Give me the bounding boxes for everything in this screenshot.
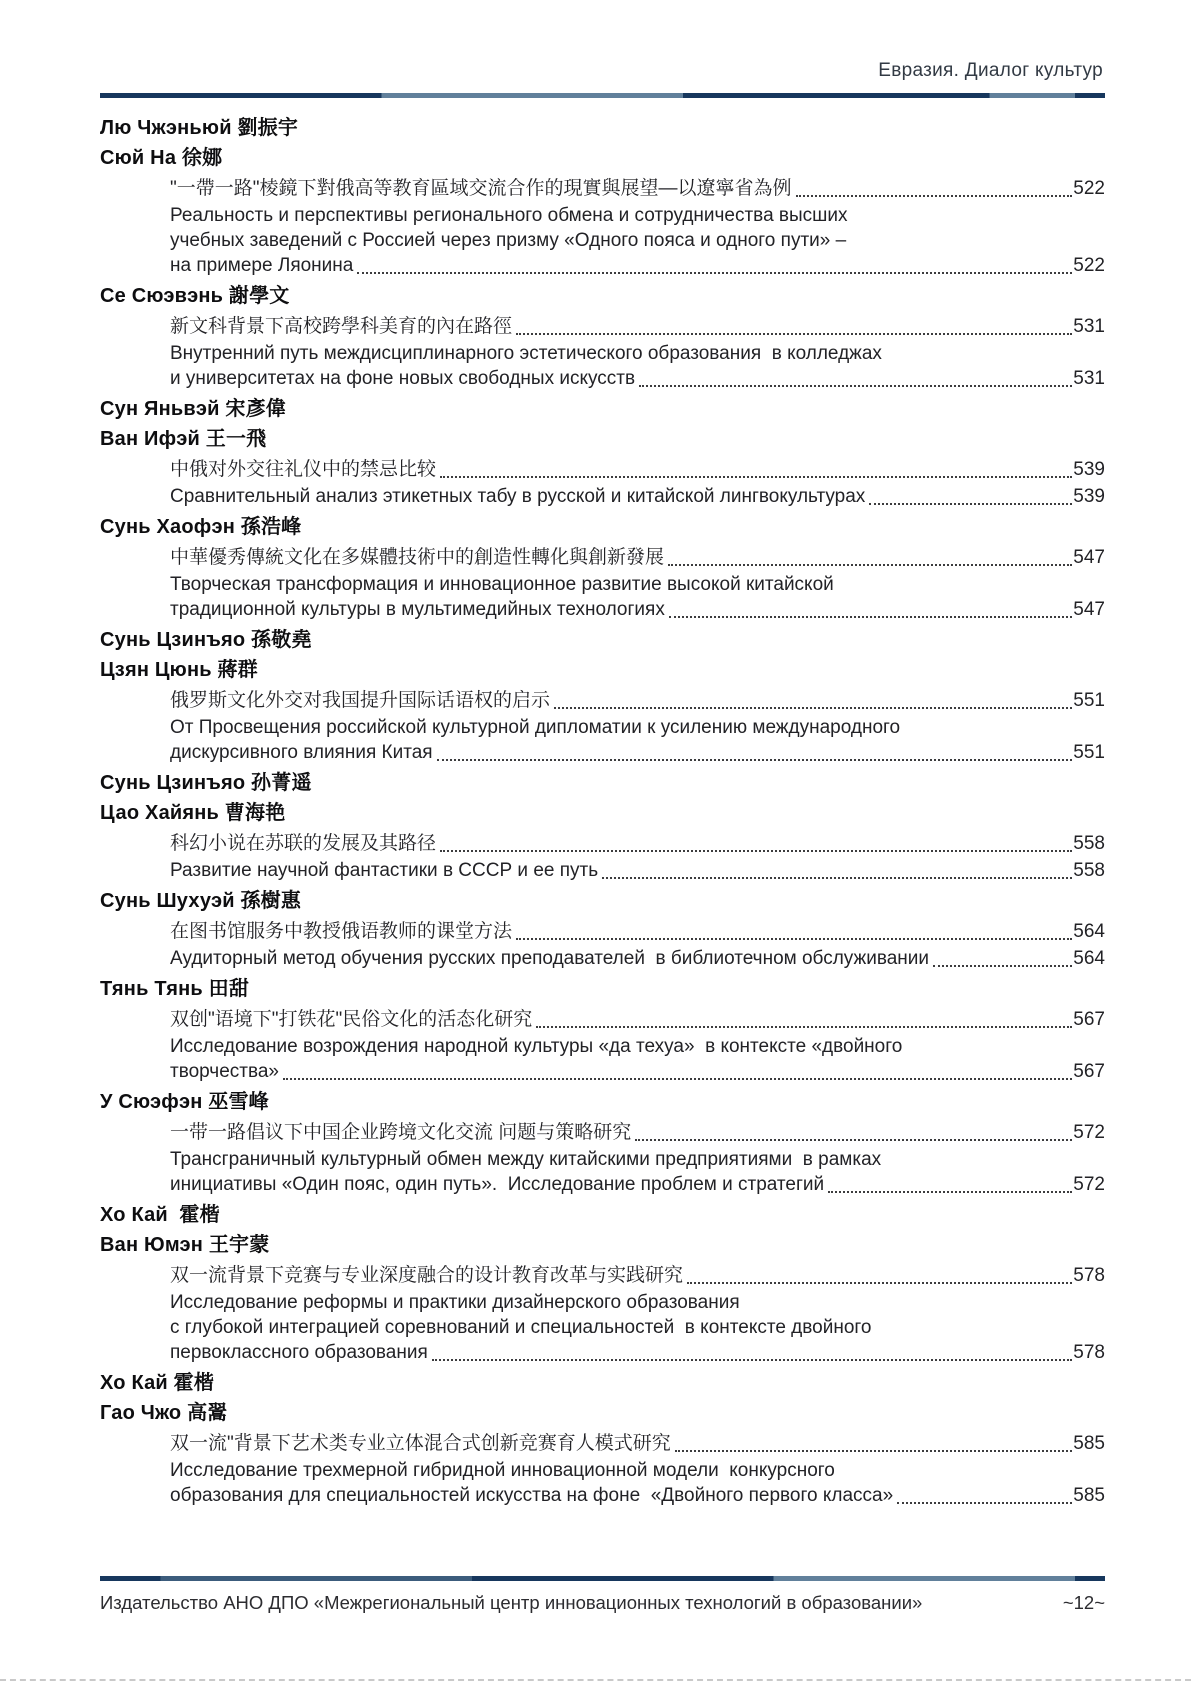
dot-leader	[283, 1078, 1072, 1080]
header-rule	[100, 93, 1105, 98]
toc-page-number: 564	[1073, 921, 1105, 942]
footer-rule	[100, 1576, 1105, 1581]
toc-author-row: Хо Кай 霍楷	[100, 1204, 220, 1226]
dot-leader	[516, 333, 1072, 335]
toc-entry-text: с глубокой интеграцией соревнований и специальностей в контексте двойного	[170, 1317, 872, 1338]
toc-author-row: Гао Чжо 高翯	[100, 1402, 228, 1424]
toc-entry	[170, 1120, 1105, 1145]
dot-leader	[796, 195, 1073, 197]
toc-page-number: 567	[1073, 1009, 1105, 1030]
toc-page-number: 585	[1073, 1485, 1105, 1506]
toc-entry-text: 新文科背景下高校跨學科美育的內在路徑	[170, 316, 513, 337]
toc-entry-line	[170, 457, 1105, 482]
toc-entry-line	[170, 545, 1105, 570]
toc-entry-line	[170, 1483, 1105, 1508]
toc-author-row: Сун Яньвэй 宋彥偉	[100, 398, 286, 420]
dot-leader	[897, 1502, 1072, 1504]
toc-entry-line	[170, 1431, 1105, 1456]
dot-leader	[675, 1450, 1073, 1452]
toc-entry	[170, 457, 1105, 482]
toc-entry-text: Сравнительный анализ этикетных табу в русской и китайской лингвокультурах	[170, 486, 866, 507]
toc-page-number: 531	[1073, 316, 1105, 337]
toc-entry-text: 俄罗斯文化外交对我国提升国际话语权的启示	[170, 690, 551, 711]
toc-entry-text: первоклассного образования	[170, 1342, 428, 1363]
toc-entry-line	[170, 1147, 1105, 1172]
dot-leader	[668, 564, 1072, 566]
toc-entry-line	[170, 740, 1105, 765]
dot-leader	[440, 850, 1072, 852]
toc-author-row: Сюй На 徐娜	[100, 147, 223, 169]
toc-page-number: 547	[1073, 547, 1105, 568]
toc-page-number: 585	[1073, 1433, 1105, 1454]
toc-entry-line	[170, 919, 1105, 944]
toc-entry-text: 在图书馆服务中教授俄语教师的课堂方法	[170, 921, 513, 942]
toc-entry-text: и университетах на фоне новых свободных искусств	[170, 368, 636, 389]
dot-leader	[536, 1026, 1072, 1028]
toc-entry-text: творчества»	[170, 1061, 279, 1082]
toc-entry	[170, 858, 1105, 883]
toc-page-number: 551	[1073, 742, 1105, 763]
toc-entry	[170, 1431, 1105, 1456]
toc-page-number: 564	[1073, 948, 1105, 969]
toc-page-number: 558	[1073, 833, 1105, 854]
toc-entry	[170, 572, 1105, 622]
dot-leader	[687, 1282, 1072, 1284]
toc-author-row: Се Сюэвэнь 謝學文	[100, 285, 290, 307]
toc-entry-text: От Просвещения российской культурной дипломатии к усилению международного	[170, 717, 901, 738]
toc-entry-line	[170, 572, 1105, 597]
toc-entry	[170, 341, 1105, 391]
toc-entry-text: традиционной культуры в мультимедийных технологиях	[170, 599, 665, 620]
toc-entry-line	[170, 597, 1105, 622]
toc-entry-line	[170, 688, 1105, 713]
toc-entry	[170, 545, 1105, 570]
toc-author-row: Хо Кай 霍楷	[100, 1372, 215, 1394]
toc-author-row: Сунь Хаофэн 孫浩峰	[100, 516, 302, 538]
dot-leader	[440, 476, 1072, 478]
toc-entry-text: 中俄对外交往礼仪中的禁忌比较	[170, 459, 437, 480]
toc-author-row: Ван Ифэй 王一飛	[100, 428, 267, 450]
toc-author-row: Сунь Шухуэй 孫樹惠	[100, 890, 302, 912]
toc-entry-line	[170, 228, 1105, 253]
dot-leader	[437, 759, 1073, 761]
toc-entry	[170, 919, 1105, 944]
toc-entry	[170, 1007, 1105, 1032]
toc-entry-text: Развитие научной фантастики в СССР и ее путь	[170, 860, 599, 881]
toc-entry-text: Исследование реформы и практики дизайнерского образования	[170, 1292, 740, 1313]
dot-leader	[635, 1139, 1072, 1141]
toc-page-number: 539	[1073, 486, 1105, 507]
toc-entry-text: 中華優秀傳統文化在多媒體技術中的創造性轉化與創新發展	[170, 547, 665, 568]
dot-leader	[869, 503, 1072, 505]
page-number: ~12~	[1062, 1592, 1105, 1613]
toc-entry-text: 双一流"背景下艺术类专业立体混合式创新竞赛育人模式研究	[170, 1433, 671, 1454]
toc-entry-line	[170, 366, 1105, 391]
running-head-title: Евразия. Диалог культур	[878, 60, 1103, 81]
dot-leader	[516, 938, 1072, 940]
toc-entry-line	[170, 1059, 1105, 1084]
toc-entry-text: 双创"语境下"打铁花"民俗文化的活态化研究	[170, 1009, 533, 1030]
toc-entry-text: дискурсивного влияния Китая	[170, 742, 433, 763]
running-head	[878, 60, 1103, 82]
toc-entry	[170, 688, 1105, 713]
toc-page-number: 539	[1073, 459, 1105, 480]
dot-leader	[432, 1359, 1073, 1361]
toc-entry-line	[170, 1034, 1105, 1059]
toc-author-row: Ван Юмэн 王宇蒙	[100, 1234, 270, 1256]
toc-page-number: 572	[1073, 1122, 1105, 1143]
toc-entry-line	[170, 831, 1105, 856]
toc-entry-line	[170, 1315, 1105, 1340]
toc-entry-line	[170, 1340, 1105, 1365]
toc-entry-line	[170, 1263, 1105, 1288]
publisher-imprint: Издательство АНО ДПО «Межрегиональный центр инновационных технологий в образовании»	[100, 1592, 923, 1613]
toc-page-number: 578	[1073, 1342, 1105, 1363]
table-of-contents	[100, 110, 1105, 1510]
toc-entry-text: 双一流背景下竞赛与专业深度融合的设计教育改革与实践研究	[170, 1265, 684, 1286]
toc-entry-line	[170, 1120, 1105, 1145]
page-footer	[100, 1592, 1105, 1614]
toc-author-row: Цзян Цюнь 蔣群	[100, 659, 258, 681]
toc-entry-text: "一帶一路"棱鏡下對俄高等教育區域交流合作的現實與展望—以遼寧省為例	[170, 178, 792, 199]
toc-author-row: У Сюэфэн 巫雪峰	[100, 1091, 269, 1113]
toc-entry	[170, 314, 1105, 339]
toc-entry-line	[170, 203, 1105, 228]
toc-entry	[170, 715, 1105, 765]
toc-entry	[170, 484, 1105, 509]
dot-leader	[933, 965, 1072, 967]
toc-entry	[170, 176, 1105, 201]
toc-entry-text: Исследование возрождения народной культуры «да техуа» в контексте «двойного	[170, 1036, 903, 1057]
toc-entry-line	[170, 1172, 1105, 1197]
toc-entry-text: Внутренний путь междисциплинарного эстетического образования в колледжах	[170, 343, 882, 364]
toc-entry-text: учебных заведений с Россией через призму «Одного пояса и одного пути» –	[170, 230, 847, 251]
toc-entry-text: образования для специальностей искусства на фоне «Двойного первого класса»	[170, 1485, 894, 1506]
toc-entry-text: 一带一路倡议下中国企业跨境文化交流 问题与策略研究	[170, 1122, 632, 1143]
toc-entry	[170, 203, 1105, 278]
toc-entry-line	[170, 341, 1105, 366]
toc-entry	[170, 1147, 1105, 1197]
dot-leader	[639, 385, 1072, 387]
toc-entry-text: Аудиторный метод обучения русских преподавателей в библиотечном обслуживании	[170, 948, 929, 969]
toc-page-number: 558	[1073, 860, 1105, 881]
dot-leader	[357, 272, 1072, 274]
dot-leader	[602, 877, 1072, 879]
toc-entry	[170, 1458, 1105, 1508]
toc-entry-text: Реальность и перспективы регионального обмена и сотрудничества высших	[170, 205, 848, 226]
bottom-edge-dashed-line	[0, 1679, 1191, 1681]
toc-entry-text: 科幻小说在苏联的发展及其路径	[170, 833, 437, 854]
toc-entry-line	[170, 314, 1105, 339]
toc-page-number: 578	[1073, 1265, 1105, 1286]
toc-author-row: Сунь Цзинъяо 孫敬堯	[100, 629, 312, 651]
toc-entry-text: Творческая трансформация и инновационное развитие высокой китайской	[170, 574, 834, 595]
dot-leader	[554, 707, 1072, 709]
toc-page-number: 572	[1073, 1174, 1105, 1195]
toc-entry	[170, 1263, 1105, 1288]
toc-entry-line	[170, 858, 1105, 883]
toc-author-row: Цао Хайянь 曹海艳	[100, 802, 286, 824]
toc-entry-line	[170, 715, 1105, 740]
dot-leader	[828, 1191, 1072, 1193]
toc-entry-text: Трансграничный культурный обмен между китайскими предприятиями в рамках	[170, 1149, 882, 1170]
toc-page-number: 522	[1073, 178, 1105, 199]
toc-entry	[170, 831, 1105, 856]
toc-entry-line	[170, 946, 1105, 971]
toc-entry	[170, 946, 1105, 971]
toc-entry-line	[170, 1007, 1105, 1032]
toc-entry-text: на примере Ляонина	[170, 255, 354, 276]
toc-page-number: 531	[1073, 368, 1105, 389]
toc-entry-line	[170, 484, 1105, 509]
toc-page-number: 567	[1073, 1061, 1105, 1082]
toc-entry-line	[170, 1458, 1105, 1483]
toc-page-number: 522	[1073, 255, 1105, 276]
toc-author-row: Сунь Цзинъяо 孙菁遥	[100, 772, 312, 794]
toc-entry-line	[170, 1290, 1105, 1315]
toc-entry-line	[170, 253, 1105, 278]
toc-entry-text: Исследование трехмерной гибридной инновационной модели конкурсного	[170, 1460, 835, 1481]
toc-entry	[170, 1290, 1105, 1365]
dot-leader	[669, 616, 1072, 618]
toc-entry-text: инициативы «Один пояс, один путь». Исследование проблем и стратегий	[170, 1174, 825, 1195]
toc-page-number: 551	[1073, 690, 1105, 711]
toc-page-number: 547	[1073, 599, 1105, 620]
toc-author-row: Лю Чжэньюй 劉振宇	[100, 117, 299, 139]
toc-entry-line	[170, 176, 1105, 201]
toc-entry	[170, 1034, 1105, 1084]
toc-author-row: Тянь Тянь 田甜	[100, 978, 250, 1000]
